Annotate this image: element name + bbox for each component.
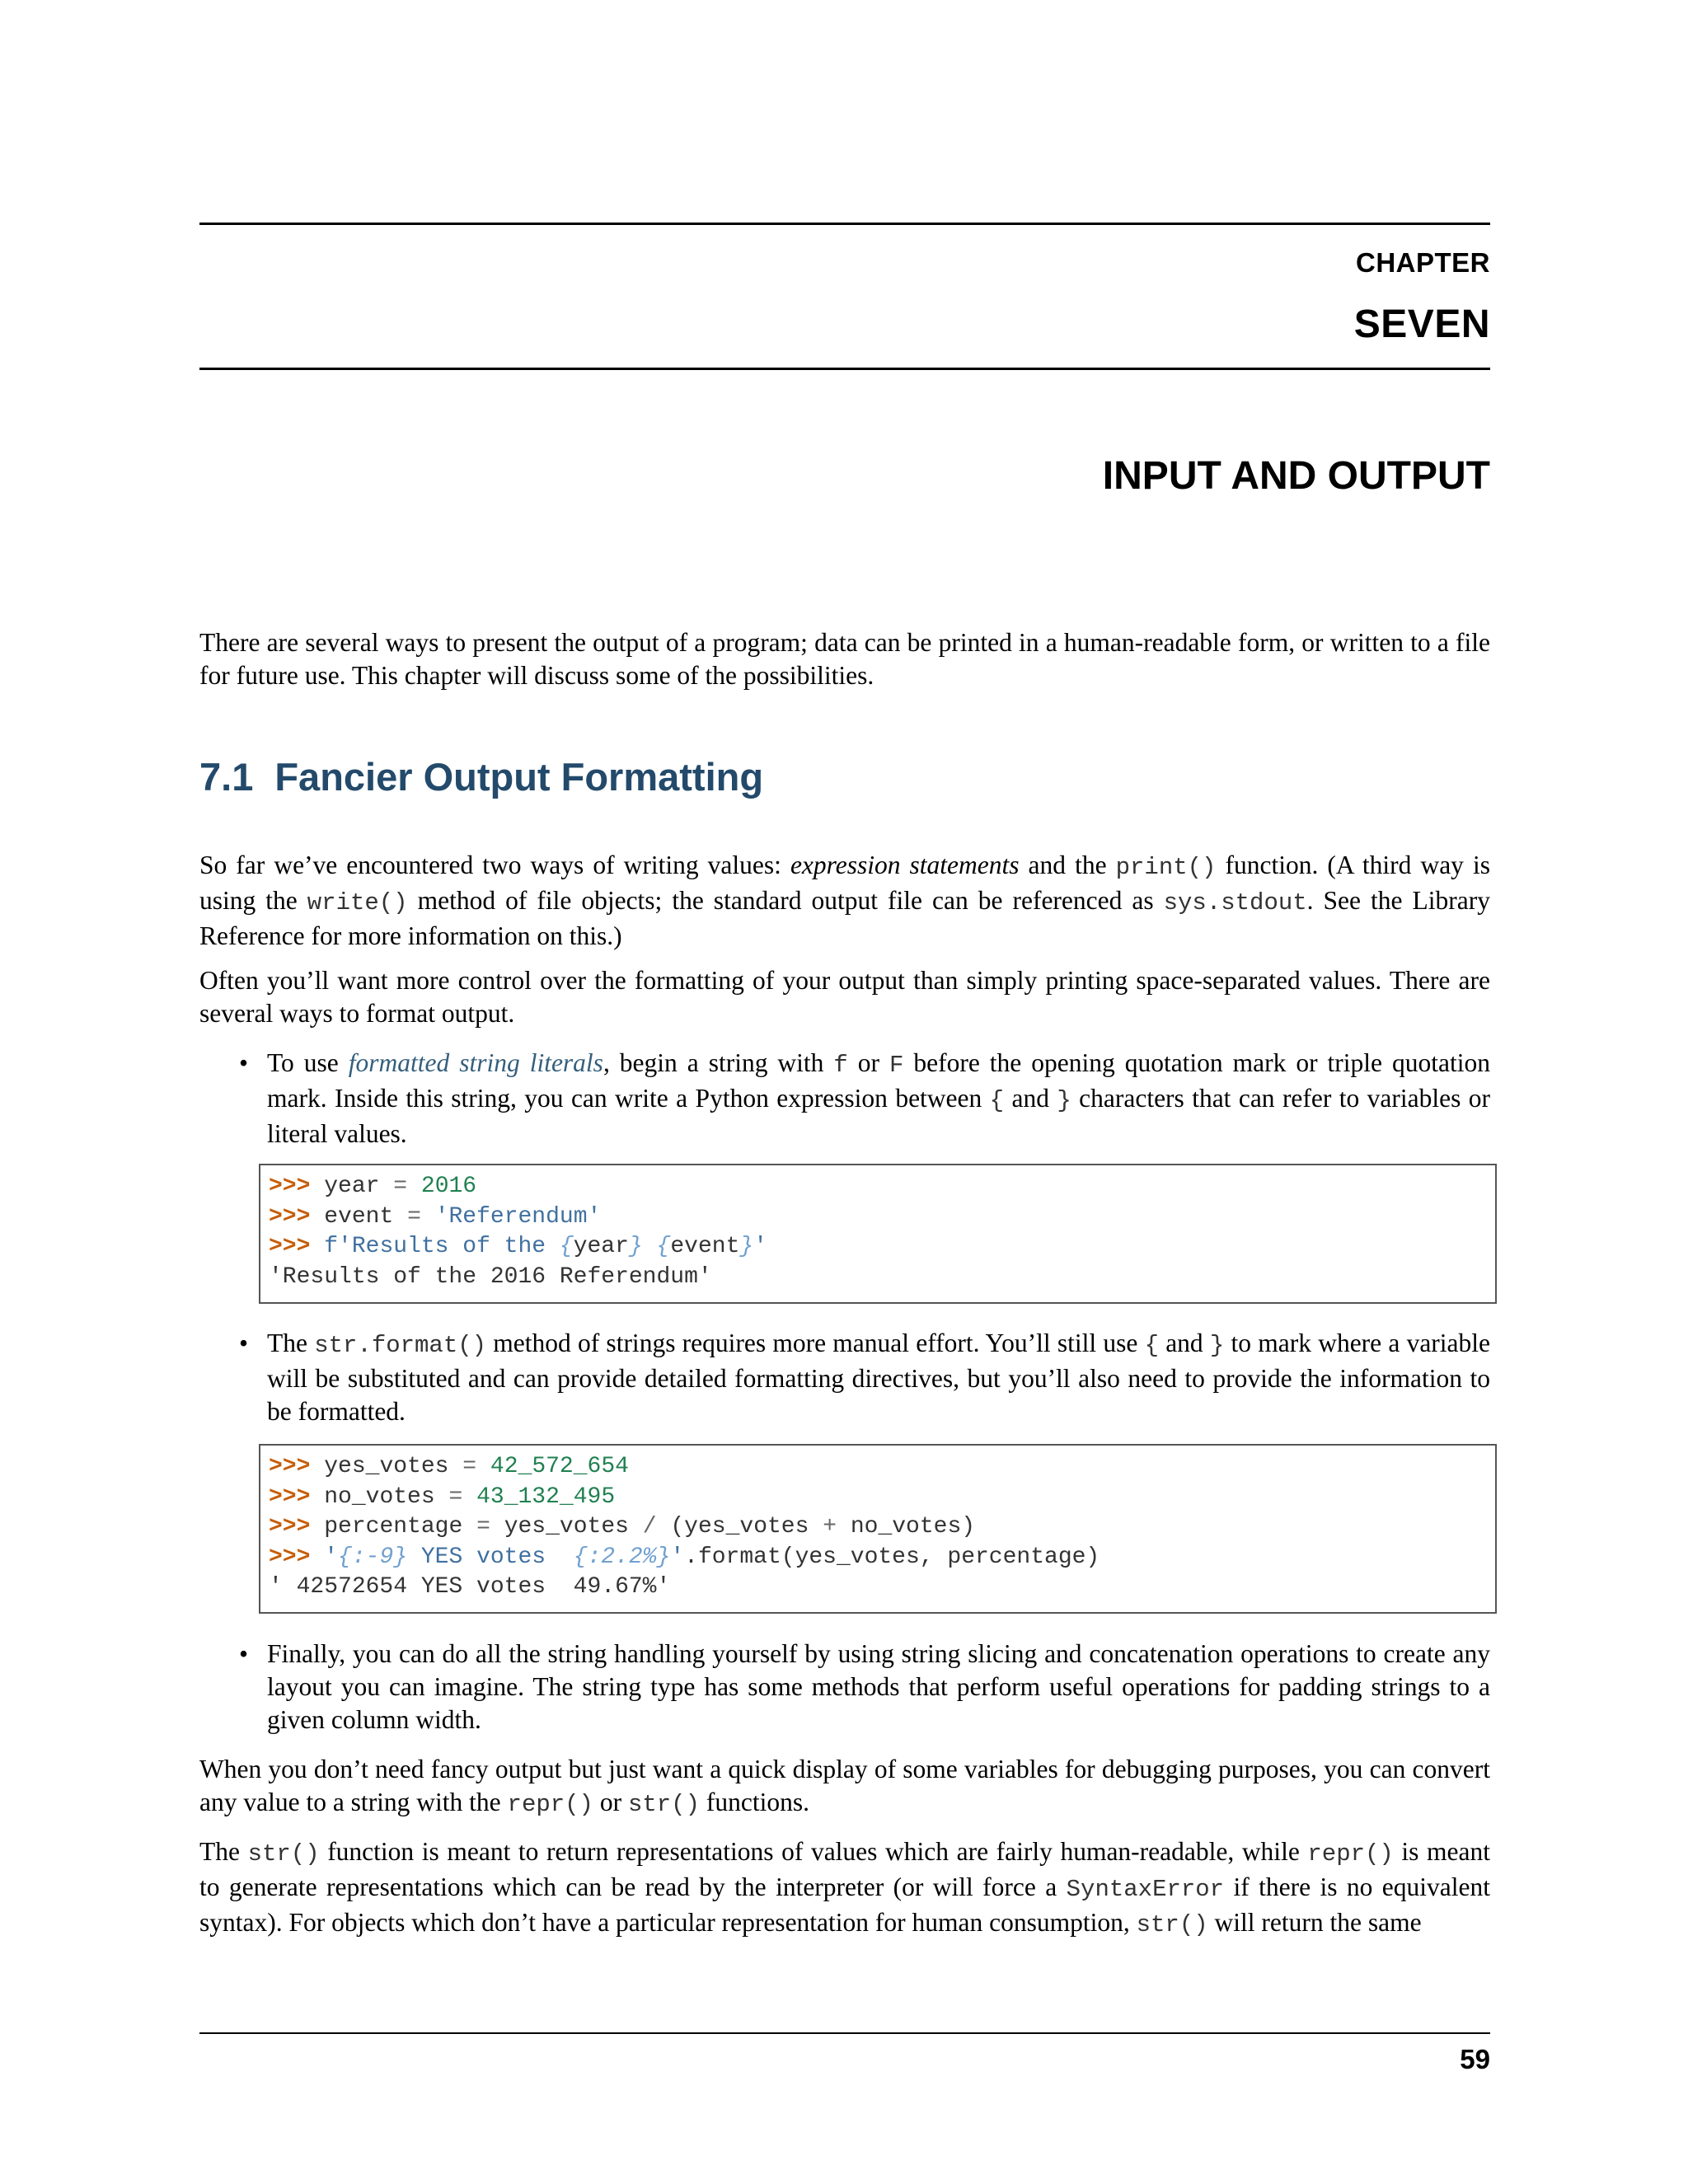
paragraph-str-vs-repr: The str() function is meant to return representations of values which are fairly human-readable, while repr() is meant to generate representations which can be read by the interpreter (or will force a SyntaxError if there is no equivalent syntax). For objects which don’t have a particular representation for human consumption, str() will return the same [199, 1837, 1491, 1938]
paragraph-more-control: Often you’ll want more control over the formatting of your output than simply printing space-separated values. There are several ways to format output. [199, 966, 1490, 1028]
inline-code: F [889, 1052, 904, 1079]
bullet-icon: • [239, 1329, 249, 1357]
link-formatted-string-literals[interactable]: formatted string literals [348, 1048, 603, 1077]
code-line: >>> event = 'Referendum' [269, 1203, 602, 1230]
inline-code: { [989, 1087, 1005, 1114]
inline-code: sys.stdout [1163, 889, 1307, 916]
code-line: >>> '{:-9} YES votes {:2.2%}'.format(yes_votes, percentage) [269, 1544, 1100, 1570]
bullet-icon: • [239, 1048, 249, 1077]
emphasis-expression-statements: expression statements [790, 851, 1020, 879]
inline-code: repr() [507, 1791, 593, 1818]
code-line: >>> yes_votes = 42_572_654 [269, 1454, 629, 1479]
inline-code: str.format() [314, 1332, 487, 1359]
inline-code: f [833, 1052, 848, 1079]
chapter-title: INPUT AND OUTPUT [1102, 454, 1490, 498]
section-number: 7.1 [199, 755, 254, 799]
chapter-top-rule [199, 223, 1490, 225]
chapter-label: CHAPTER [1355, 247, 1490, 278]
code-line: >>> year = 2016 [269, 1174, 477, 1199]
code-block-str-format [259, 1444, 1497, 1614]
paragraph-ways-of-writing: So far we’ve encountered two ways of writing values: expression statements and the print() function. (A third way is using the write() method of file objects; the standard output file can be referenced as sys.stdout. See the Library Reference for more information on this.) [199, 851, 1490, 950]
code-line: >>> f'Results of the {year} {event}' [269, 1234, 767, 1259]
inline-code: SyntaxError [1066, 1876, 1225, 1903]
paragraph-repr-str: When you don’t need fancy output but just want a quick display of some variables for debugging purposes, you can convert any value to a string with the repr() or str() functions. [199, 1755, 1490, 1818]
inline-code: { [1144, 1332, 1159, 1359]
section-title: Fancier Output Formatting [274, 755, 764, 799]
bullet-text: To use formatted string literals, begin a string with f or F before the opening quotation mark or triple quotation mark. Inside this string, you can write a Python expression between { and } characters that can refer to variables or literal values. [267, 1048, 1490, 1148]
code-line: >>> no_votes = 43_132_495 [269, 1483, 616, 1510]
inline-code: str() [247, 1840, 320, 1868]
section-heading [199, 754, 763, 799]
inline-code: } [1209, 1332, 1225, 1359]
intro-paragraph: There are several ways to present the output of a program; data can be printed in a human-readable form, or written to a file for future use. This chapter will discuss some of the possibilities. [199, 628, 1490, 690]
bullet-icon: • [239, 1639, 249, 1668]
bullet-text: The str.format() method of strings requires more manual effort. You’ll still use { and } to mark where a variable will be substituted and can provide detailed formatting directives, but you’ll also need to provide the information to be formatted. [267, 1329, 1491, 1426]
inline-code: str() [627, 1791, 700, 1818]
code-block-fstring [259, 1164, 1497, 1304]
footer-rule [199, 2032, 1490, 2034]
inline-code: repr() [1307, 1840, 1394, 1868]
chapter-bottom-rule [199, 368, 1490, 370]
chapter-number: SEVEN [1353, 302, 1490, 346]
code-output-line: 'Results of the 2016 Referendum' [269, 1263, 712, 1290]
code-output-line: ' 42572654 YES votes 49.67%' [269, 1574, 671, 1600]
inline-code: write() [307, 889, 408, 916]
code-line: >>> percentage = yes_votes / (yes_votes + no_votes) [269, 1514, 976, 1540]
inline-code: str() [1136, 1911, 1208, 1938]
bullet-text: Finally, you can do all the string handling yourself by using string slicing and concatenation operations to create any layout you can imagine. The string type has some methods that perform useful operations for padding strings to a given column width. [267, 1639, 1490, 1734]
inline-code: print() [1115, 854, 1217, 881]
page-number: 59 [1460, 2044, 1490, 2074]
inline-code: } [1057, 1087, 1071, 1114]
